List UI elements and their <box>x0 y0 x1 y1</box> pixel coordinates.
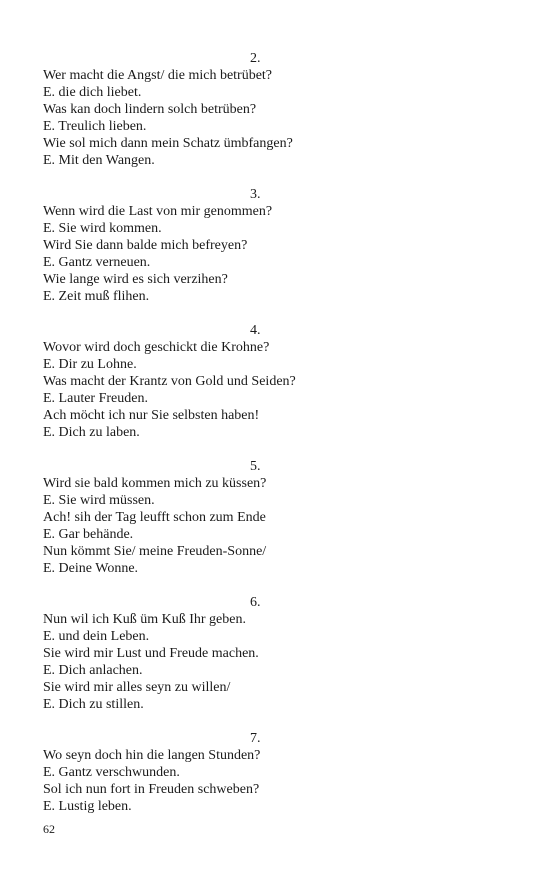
verse-line: Wird Sie dann balde mich befreyen? <box>43 238 248 253</box>
stanza-4 <box>43 322 373 441</box>
echo-line: E. Sie wird kommen. <box>43 221 162 236</box>
poem-text <box>43 50 373 832</box>
echo-line: E. Treulich lieben. <box>43 119 147 134</box>
verse-line: Ach! sih der Tag leufft schon zum Ende <box>43 510 266 525</box>
stanza-3 <box>43 186 373 305</box>
echo-line: E. Zeit muß flihen. <box>43 289 150 304</box>
stanza-number: 5. <box>250 459 261 474</box>
stanza-number: 7. <box>250 731 261 746</box>
echo-line: E. Lustig leben. <box>43 799 132 814</box>
verse-line: Sie wird mir alles seyn zu willen/ <box>43 680 231 695</box>
verse-line: Wie sol mich dann mein Schatz ümbfangen? <box>43 136 293 151</box>
stanza-number: 4. <box>250 323 261 338</box>
echo-line: E. Dir zu Lohne. <box>43 357 137 372</box>
verse-line: Wird sie bald kommen mich zu küssen? <box>43 476 267 491</box>
echo-line: E. Dich anlachen. <box>43 663 143 678</box>
verse-line: Wie lange wird es sich verzihen? <box>43 272 228 287</box>
echo-line: E. Sie wird müssen. <box>43 493 155 508</box>
verse-line: Ach möcht ich nur Sie selbsten haben! <box>43 408 260 423</box>
page-number: 62 <box>43 822 55 836</box>
stanza-5 <box>43 458 373 577</box>
echo-line: E. Deine Wonne. <box>43 561 139 576</box>
verse-line: Wer macht die Angst/ die mich betrübet? <box>43 68 273 83</box>
echo-line: E. Dich zu laben. <box>43 425 140 440</box>
verse-line: Sie wird mir Lust und Freude machen. <box>43 646 259 661</box>
verse-line: Nun wil ich Kuß üm Kuß Ihr geben. <box>43 612 246 627</box>
echo-line: E. die dich liebet. <box>43 85 142 100</box>
echo-line: E. Gar behände. <box>43 527 134 542</box>
echo-line: E. Lauter Freuden. <box>43 391 148 406</box>
echo-line: E. und dein Leben. <box>43 629 150 644</box>
verse-line: Wovor wird doch geschickt die Krohne? <box>43 340 270 355</box>
echo-line: E. Gantz verschwunden. <box>43 765 180 780</box>
verse-line: Wo seyn doch hin die langen Stunden? <box>43 748 261 763</box>
stanza-7 <box>43 730 373 815</box>
verse-line: Nun kömmt Sie/ meine Freuden-Sonne/ <box>43 544 267 559</box>
stanza-number: 6. <box>250 595 261 610</box>
stanza-2 <box>43 50 373 169</box>
stanza-number: 2. <box>250 51 261 66</box>
stanza-6 <box>43 594 373 713</box>
echo-line: E. Dich zu stillen. <box>43 697 144 712</box>
echo-line: E. Gantz verneuen. <box>43 255 151 270</box>
echo-line: E. Mit den Wangen. <box>43 153 155 168</box>
verse-line: Was macht der Krantz von Gold und Seiden? <box>43 374 296 389</box>
verse-line: Was kan doch lindern solch betrüben? <box>43 102 257 117</box>
stanza-number: 3. <box>250 187 261 202</box>
verse-line: Sol ich nun fort in Freuden schweben? <box>43 782 260 797</box>
verse-line: Wenn wird die Last von mir genommen? <box>43 204 273 219</box>
